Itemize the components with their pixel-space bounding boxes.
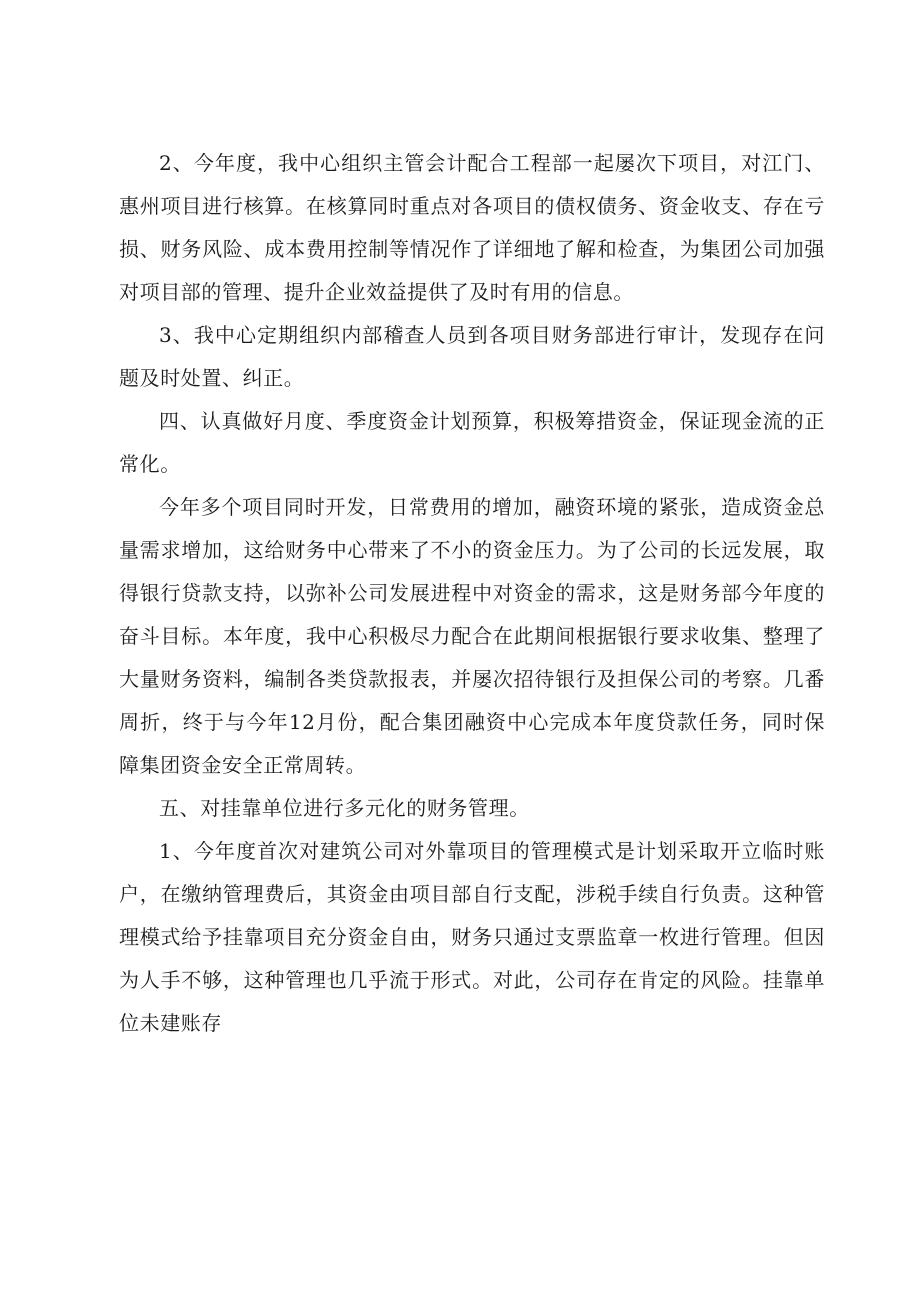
paragraph-project-accounting: 2、今年度，我中心组织主管会计配合工程部一起屡次下项目，对江门、惠州项目进行核算。在核算同时重点对各项目的债权债务、资金收支、存在亏损、财务风险、成本费用控制等情况作了详细地了解和检查，为集团公司加强对项目部的管理、提升企业效益提供了及时有用的信息。 bbox=[119, 151, 825, 304]
paragraph-section-four-heading: 四、认真做好月度、季度资金计划预算，积极筹措资金，保证现金流的正常化。 bbox=[119, 409, 825, 476]
document-body bbox=[119, 142, 825, 1045]
paragraph-affiliated-projects: 1、今年度首次对建筑公司对外靠项目的管理模式是计划采取开立临时账户，在缴纳管理费后，其资金由项目部自行支配，涉税手续自行负责。这种管理模式给予挂靠项目充分资金自由，财务只通过支票监章一枚进行管理。但因为人手不够，这种管理也几乎流于形式。对此，公司存在肯定的风险。挂靠单位未建账存 bbox=[119, 839, 825, 1035]
paragraph-funding-pressure: 今年多个项目同时开发，日常费用的增加，融资环境的紧张，造成资金总量需求增加，这给财务中心带来了不小的资金压力。为了公司的长远发展，取得银行贷款支持，以弥补公司发展进程中对资金的需求，这是财务部今年度的奋斗目标。本年度，我中心积极尽力配合在此期间根据银行要求收集、整理了大量财务资料，编制各类贷款报表，并屡次招待银行及担保公司的考察。几番周折，终于与今年12月份，配合集团融资中心完成本年度贷款任务，同时保障集团资金安全正常周转。 bbox=[119, 495, 825, 777]
paragraph-section-five-heading: 五、对挂靠单位进行多元化的财务管理。 bbox=[159, 796, 530, 820]
paragraph-internal-audit: 3、我中心定期组织内部稽查人员到各项目财务部进行审计，发现存在问题及时处置、纠正。 bbox=[119, 323, 825, 390]
